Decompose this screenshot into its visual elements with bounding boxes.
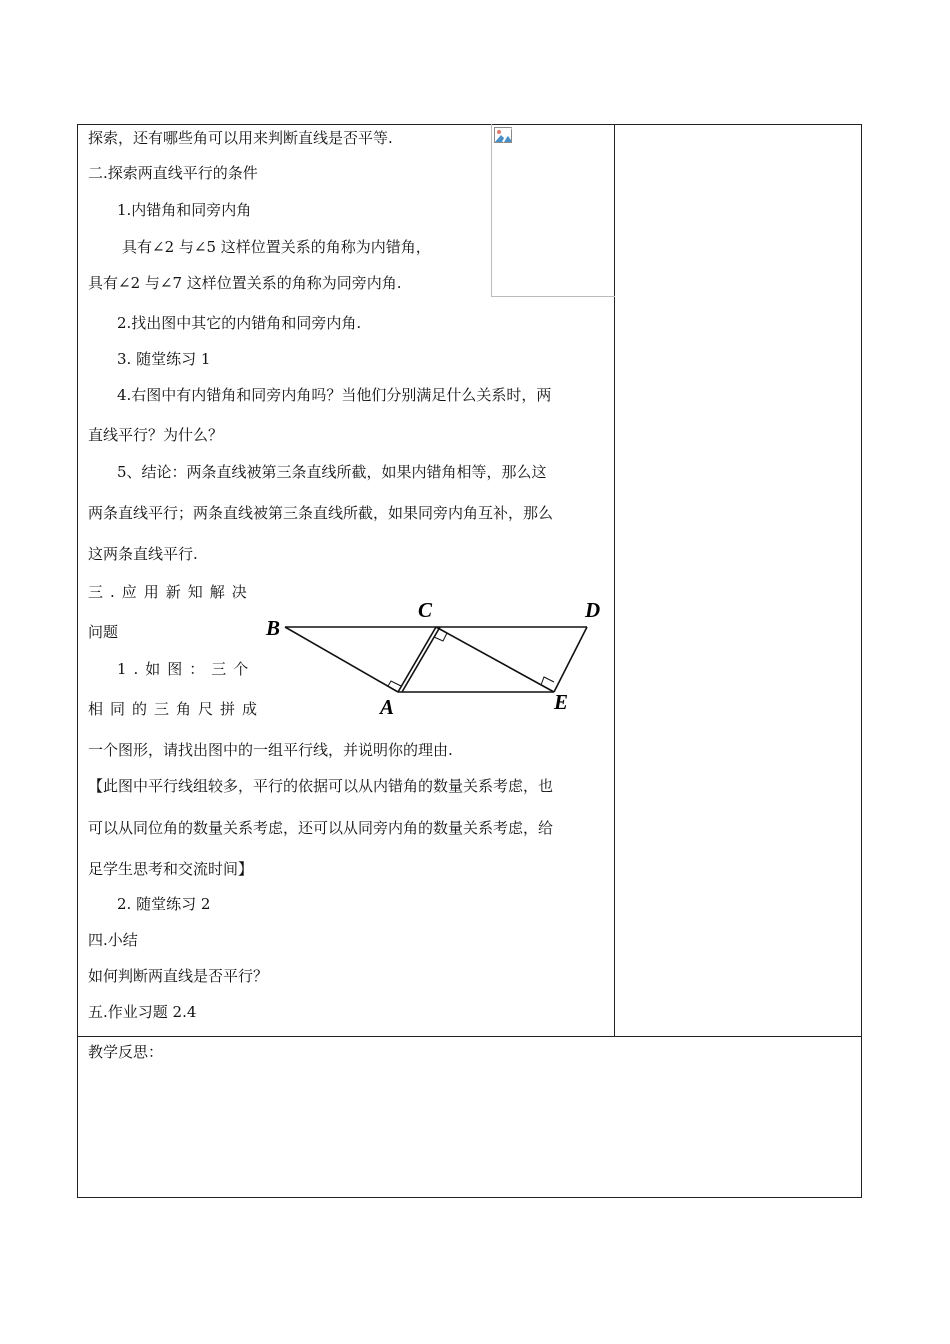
text-line: 问题 [88, 623, 119, 641]
label-A: A [380, 695, 395, 719]
text-line: 一个图形，请找出图中的一组平行线，并说明你的理由. [88, 741, 453, 759]
image-placeholder [491, 124, 615, 297]
text-line: 3. 随堂练习 1 [117, 350, 211, 368]
section-heading-2 [88, 163, 258, 183]
label-B: B [266, 616, 281, 640]
label-C: C [418, 598, 433, 622]
reflection-label: 教学反思： [88, 1043, 164, 1061]
note-line: 【此图中平行线组较多，平行的依据可以从内错角的数量关系考虑，也 [88, 777, 554, 795]
right-angle-E [541, 677, 554, 685]
text-line: 4.右图中有内错角和同旁内角吗？当他们分别满足什么关系时，两 [117, 386, 552, 404]
text-line: 相同的三角尺拼成 [88, 700, 265, 718]
section-heading-4: 四.小结 [88, 931, 138, 949]
text-line: 探索，还有哪些角可以用来判断直线是否平等. [88, 129, 393, 147]
line-BA [285, 627, 398, 692]
line-CE [436, 627, 554, 692]
section-heading-3: 三.应用新知解决 [88, 583, 254, 601]
text-line: 具有∠2 与∠5 这样位置关系的角称为内错角， [122, 238, 431, 256]
row-divider [77, 1036, 862, 1037]
text: 二.探索两直线平行的条件 [88, 164, 258, 182]
text-line: 具有∠2 与∠7 这样位置关系的角称为同旁内角. [88, 274, 402, 292]
note-line: 足学生思考和交流时间】 [88, 860, 254, 878]
right-angle-A [388, 681, 401, 686]
text-line: 这两条直线平行. [88, 545, 198, 563]
line-AC [398, 627, 436, 692]
section-heading-5: 五.作业习题 2.4 [88, 1003, 197, 1021]
text-line: 2.找出图中其它的内错角和同旁内角. [117, 314, 362, 332]
label-D: D [585, 598, 601, 622]
triangle-figure [262, 597, 612, 722]
note-line: 可以从同位角的数量关系考虑，还可以从同旁内角的数量关系考虑，给 [88, 819, 554, 837]
label-E: E [554, 690, 569, 714]
text-line: 直线平行？为什么？ [88, 426, 224, 444]
text-line: 如何判断两直线是否平行？ [88, 967, 269, 985]
broken-image-icon [494, 127, 512, 143]
text-line: 1.内错角和同旁内角 [117, 201, 252, 219]
text-line: 5、结论：两条直线被第三条直线所截，如果内错角相等，那么这 [117, 463, 547, 481]
text-line: 1.如图：三个 [117, 660, 256, 678]
line-ED [554, 627, 587, 692]
text-line: 2. 随堂练习 2 [117, 895, 211, 913]
text-line: 两条直线平行；两条直线被第三条直线所截，如果同旁内角互补，那么 [88, 504, 554, 522]
